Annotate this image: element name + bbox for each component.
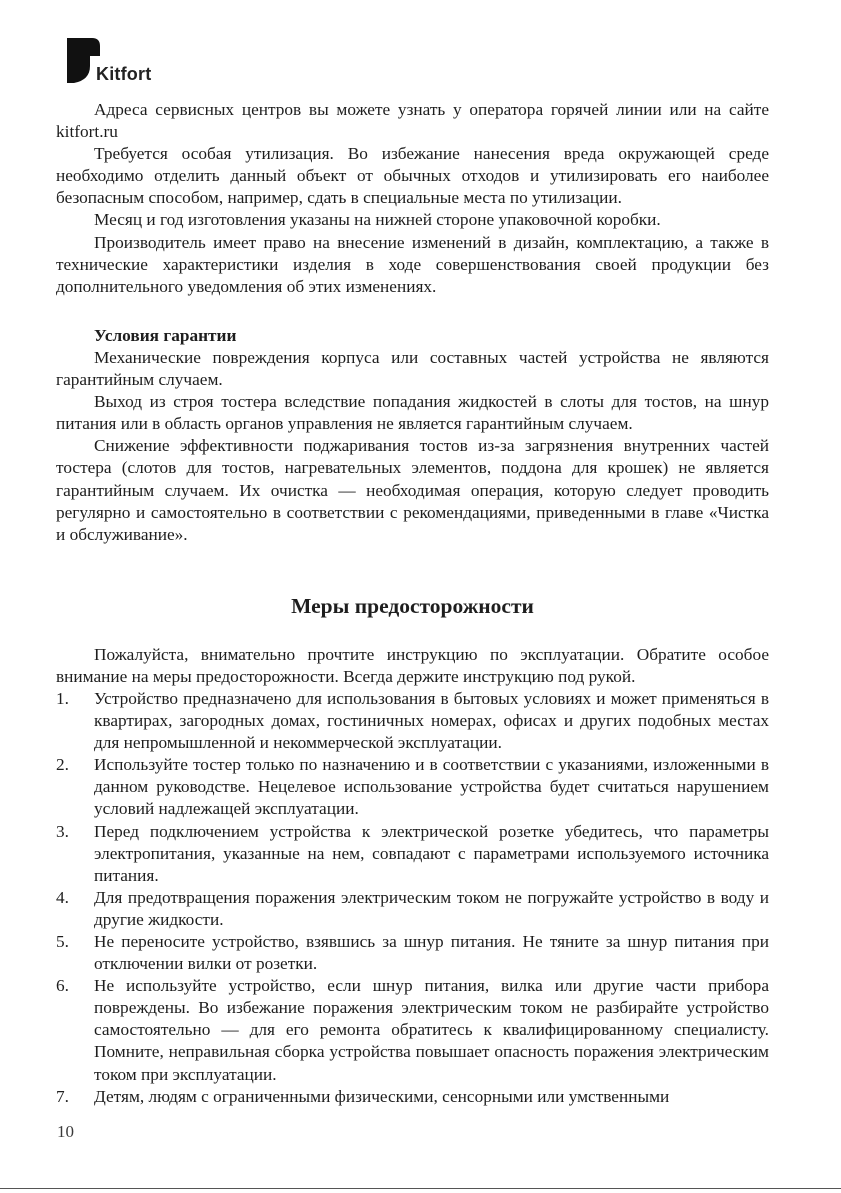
list-text: Устройство предназначено для использования в бытовых условиях и может применяться в квартирах, загородных домах, гостиничных номерах, офисах и других подобных местах для непромышленной и некоммерческой эксплуатации. bbox=[94, 688, 769, 753]
list-number: 7. bbox=[56, 1086, 69, 1106]
page-content bbox=[56, 99, 769, 1108]
list-number: 5. bbox=[56, 932, 69, 951]
list-text: Перед подключением устройства к электрической розетке убедитесь, что параметры электропитания, указанные на нем, совпадают с параметрами используемого источника питания. bbox=[94, 821, 769, 885]
brand-name: Kitfort bbox=[96, 64, 152, 84]
list-item bbox=[56, 887, 769, 931]
section-title: Меры предосторожности bbox=[291, 593, 534, 618]
list-text: Не переносите устройство, взявшись за шнур питания. Не тяните за шнур питания при отключении вилки от розетки. bbox=[94, 932, 769, 974]
list-item bbox=[56, 975, 769, 1085]
paragraph: Производитель имеет право на внесение изменений в дизайн, комплектацию, а также в технические характеристики изделия в ходе совершенствования своей продукции без дополнительного уведомления об этих изменениях. bbox=[56, 232, 769, 296]
paragraph: Механические повреждения корпуса или составных частей устройства не являются гарантийным случаем. bbox=[56, 347, 769, 390]
list-item bbox=[56, 821, 769, 887]
list-text: Не используйте устройство, если шнур питания, вилка или другие части прибора повреждены. Во избежание поражения электрическим током не разбирайте устройство самостоятельно — для его ремонта обратитесь к квалифицированному специалисту. Помните, неправильная сборка устройства повышает опасность поражения электрическим током при эксплуатации. bbox=[94, 976, 769, 1084]
list-text: Для предотвращения поражения электрическим током не погружайте устройство в воду и другие жидкости. bbox=[94, 887, 769, 929]
list-number: 4. bbox=[56, 887, 69, 907]
paragraph: Снижение эффективности поджаривания тостов из-за загрязнения внутренних частей тостера (слотов для тостов, нагревательных элементов, поддона для крошек) не является гарантийным случаем. Их очистка — необходимая операция, которую следует проводить регулярно и самостоятельно в соответствии с рекомендациями, приведенными в главе «Чистка и обслуживание». bbox=[56, 436, 769, 544]
list-text: Используйте тостер только по назначению и в соответствии с указаниями, изложенными в данном руководстве. Нецелевое использование устройства будет считаться нарушением условий надлежащей эксплуатации. bbox=[94, 755, 769, 819]
paragraph: Пожалуйста, внимательно прочтите инструкцию по эксплуатации. Обратите особое внимание на меры предосторожности. Всегда держите инструкцию под рукой. bbox=[56, 644, 769, 686]
warranty-heading: Условия гарантии bbox=[94, 325, 237, 345]
page-number: 10 bbox=[57, 1122, 74, 1141]
list-number: 3. bbox=[56, 821, 69, 841]
list-text: Детям, людям с ограниченными физическими, сенсорными или умственными bbox=[94, 1086, 670, 1106]
precautions-list bbox=[56, 688, 769, 1108]
list-item bbox=[56, 754, 769, 820]
paragraph: Месяц и год изготовления указаны на нижней стороне упаковочной коробки. bbox=[94, 210, 661, 230]
list-number: 2. bbox=[56, 755, 69, 775]
paragraph: Выход из строя тостера вследствие попадания жидкостей в слоты для тостов, на шнур питания или в область органов управления не является гарантийным случаем. bbox=[56, 392, 769, 434]
brand-logo bbox=[66, 36, 176, 86]
list-item bbox=[56, 1086, 769, 1108]
list-item bbox=[56, 688, 769, 754]
paragraph: Требуется особая утилизация. Во избежание нанесения вреда окружающей среде необходимо отделить данный объект от обычных отходов и утилизировать его наиболее безопасным способом, например, сдать в специальные места по утилизации. bbox=[56, 144, 769, 208]
paragraph: Адреса сервисных центров вы можете узнать у оператора горячей линии или на сайте kitfort.ru bbox=[56, 100, 769, 142]
page-bottom-rule bbox=[0, 1188, 841, 1189]
list-number: 6. bbox=[56, 976, 69, 996]
list-number: 1. bbox=[56, 688, 69, 708]
list-item bbox=[56, 931, 769, 975]
